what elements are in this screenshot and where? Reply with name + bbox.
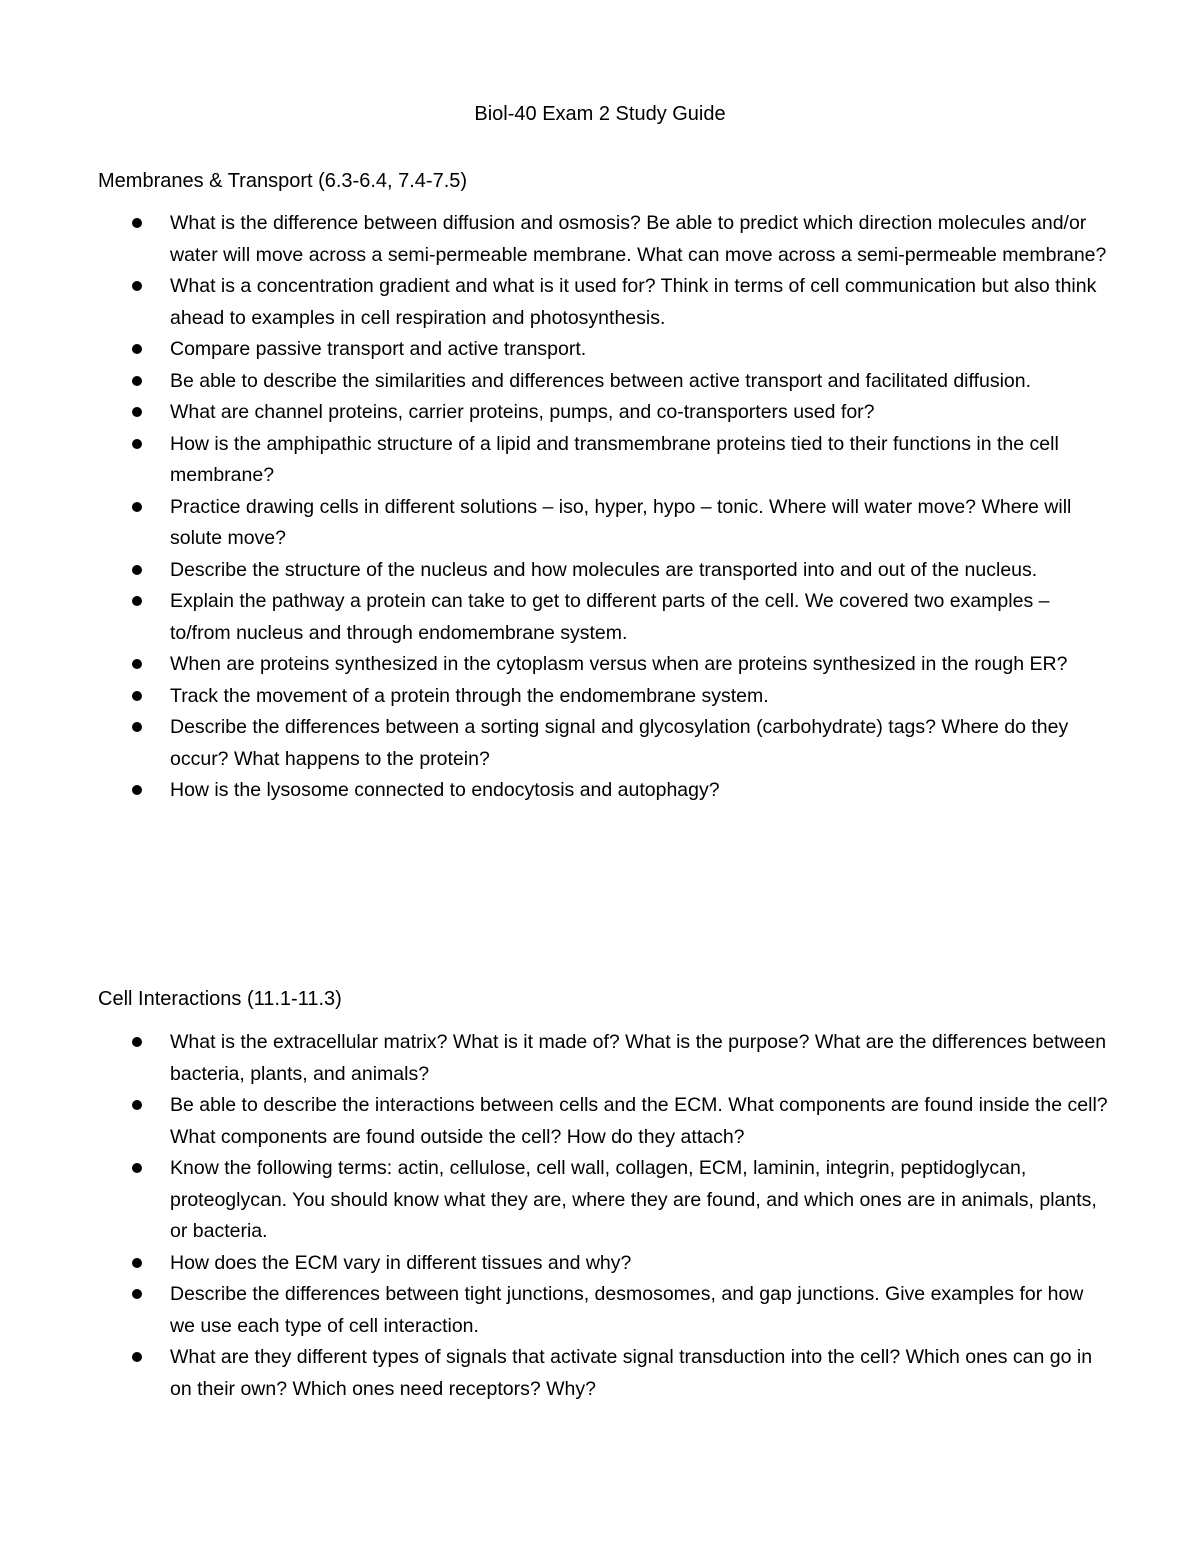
list-item xyxy=(98,1248,1108,1280)
list-item xyxy=(98,492,1108,555)
list-item xyxy=(98,586,1108,649)
bullet-icon xyxy=(132,376,142,386)
list-item xyxy=(98,775,1108,807)
list-item-text: How is the amphipathic structure of a lipid and transmembrane proteins tied to their functions in the cell membrane? xyxy=(170,432,1059,486)
bullet-icon xyxy=(132,1258,142,1268)
bullet-icon xyxy=(132,1289,142,1299)
list-item-text: Be able to describe the similarities and differences between active transport and facilitated diffusion. xyxy=(170,369,1032,392)
document-title: Biol-40 Exam 2 Study Guide xyxy=(474,103,726,125)
bullet-icon xyxy=(132,785,142,795)
bullet-icon xyxy=(132,407,142,417)
bullet-icon xyxy=(132,1100,142,1110)
list-item-text: Describe the differences between tight junctions, desmosomes, and gap junctions. Give examples for how we use each type of cell interaction. xyxy=(170,1283,1084,1337)
list-item xyxy=(98,1279,1108,1342)
membranes-transport-list xyxy=(98,208,1108,807)
section-heading-cell-interactions: Cell Interactions (11.1-11.3) xyxy=(98,988,342,1010)
bullet-icon xyxy=(132,691,142,701)
list-item-text: What is the extracellular matrix? What is it made of? What is the purpose? What are the differences between bacteria, plants, and animals? xyxy=(170,1031,1107,1085)
list-item xyxy=(98,208,1108,271)
list-item-text: When are proteins synthesized in the cytoplasm versus when are proteins synthesized in the rough ER? xyxy=(170,653,1068,675)
list-item-text: Be able to describe the interactions between cells and the ECM. What components are found inside the cell? What components are found outside the cell? How do they attach? xyxy=(170,1094,1108,1148)
list-item-text: Describe the structure of the nucleus and how molecules are transported into and out of the nucleus. xyxy=(170,558,1038,581)
list-item-text: Practice drawing cells in different solutions – iso, hyper, hypo – tonic. Where will water move? Where will solute move? xyxy=(170,495,1072,549)
bullet-icon xyxy=(132,1352,142,1362)
list-item xyxy=(98,397,1108,429)
list-item xyxy=(98,429,1108,492)
list-item-text: Compare passive transport and active transport. xyxy=(170,338,587,360)
list-item xyxy=(98,649,1108,681)
list-item-text: What is the difference between diffusion and osmosis? Be able to predict which direction molecules and/or water will move across a semi-permeable membrane. What can move across a semi-permeable membrane? xyxy=(170,212,1107,266)
list-item-text: What are they different types of signals that activate signal transduction into the cell? Which ones can go in on their own? Which ones need receptors? Why? xyxy=(170,1346,1093,1400)
list-item xyxy=(98,1153,1108,1248)
bullet-icon xyxy=(132,439,142,449)
list-item-text: Describe the differences between a sorting signal and glycosylation (carbohydrate) tags? Where do they occur? What happens to the protein? xyxy=(170,716,1069,770)
bullet-icon xyxy=(132,344,142,354)
list-item xyxy=(98,1342,1108,1405)
list-item xyxy=(98,271,1108,334)
list-item-text: Track the movement of a protein through the endomembrane system. xyxy=(170,684,769,707)
list-item-text: Explain the pathway a protein can take to get to different parts of the cell. We covered two examples – to/from nucleus and through endomembrane system. xyxy=(170,590,1050,644)
bullet-icon xyxy=(132,502,142,512)
list-item xyxy=(98,334,1108,366)
cell-interactions-list xyxy=(98,1027,1108,1405)
list-item xyxy=(98,712,1108,775)
bullet-icon xyxy=(132,565,142,575)
bullet-icon xyxy=(132,659,142,669)
list-item-text: Know the following terms: actin, cellulose, cell wall, collagen, ECM, laminin, integrin, peptidoglycan, proteoglycan. You should know what they are, where they are found, and which ones are in animals, plants, or bacteria. xyxy=(170,1157,1097,1242)
list-item xyxy=(98,1027,1108,1090)
bullet-icon xyxy=(132,1163,142,1173)
list-item-text: What is a concentration gradient and what is it used for? Think in terms of cell communication but also think ahead to examples in cell respiration and photosynthesis. xyxy=(170,275,1097,329)
list-item xyxy=(98,366,1108,398)
list-item-text: How is the lysosome connected to endocytosis and autophagy? xyxy=(170,779,720,801)
bullet-icon xyxy=(132,1037,142,1047)
list-item xyxy=(98,1090,1108,1153)
bullet-icon xyxy=(132,218,142,228)
bullet-icon xyxy=(132,596,142,606)
list-item xyxy=(98,555,1108,587)
bullet-icon xyxy=(132,722,142,732)
list-item xyxy=(98,681,1108,713)
list-item-text: How does the ECM vary in different tissues and why? xyxy=(170,1251,632,1274)
list-item-text: What are channel proteins, carrier proteins, pumps, and co-transporters used for? xyxy=(170,401,875,423)
section-heading-membranes-transport: Membranes & Transport (6.3-6.4, 7.4-7.5) xyxy=(98,170,468,192)
bullet-icon xyxy=(132,281,142,291)
